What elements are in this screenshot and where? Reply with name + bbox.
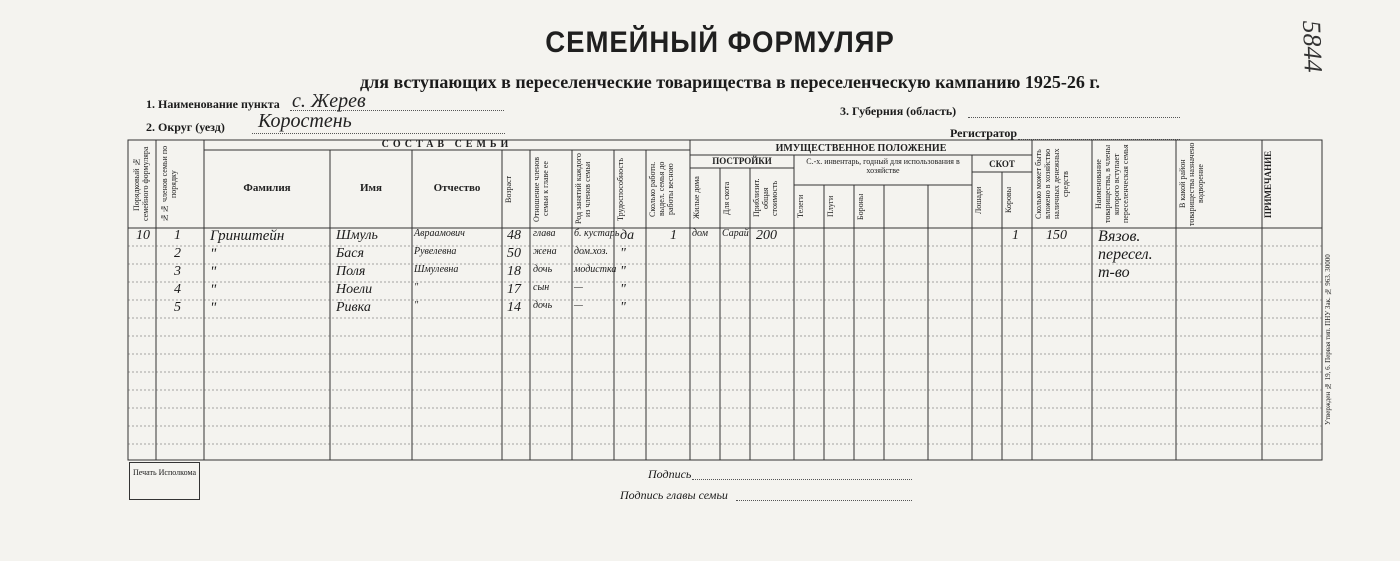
head-signature-line [736,500,912,501]
col-horses: Лошади [974,186,983,214]
row-cell-age: 17 [507,282,521,297]
section-livestock: СКОТ [989,159,1015,169]
col-name: Имя [360,182,382,194]
col-harrows: Бороны [856,193,865,220]
row-cell-patronymic: Шмулевна [414,264,459,275]
row-cell-patronymic: Рувелевна [414,246,457,257]
col-carts: Телеги [796,194,805,219]
row-cell-surname: Гринштейн [210,228,285,244]
col-cows: Коровы [1004,186,1013,214]
province-label: 3. Губерния (область) [840,104,957,118]
row-cell-patronymic: " [414,282,419,293]
row-cell-partnership: пересел. [1098,246,1153,263]
row-cell-age: 50 [507,246,521,261]
row-cell-name: Шмуль [336,228,378,243]
row-cell-partnership: т-во [1098,264,1130,281]
row-cell-ability: " [620,264,626,279]
row-cell-occupation: б. кустарь [574,228,620,239]
row-cell-surname: " [210,264,217,280]
row-cell-age: 48 [507,228,521,243]
row-cell-relation: сын [533,282,550,293]
row-cell-surname: " [210,282,217,298]
row-cell-form-no: 10 [136,228,150,243]
row-cell-patronymic: " [414,300,419,311]
row-cell-workers: 1 [670,228,677,243]
row-cell-occupation: дом.хоз. [574,246,609,257]
col-ploughs: Плуги [826,195,835,218]
row-cell-name: Бася [336,246,364,261]
seal-box: Печать Исполкома [129,462,200,500]
row-cell-member-no: 1 [174,228,181,243]
col-surname: Фамилия [243,182,291,194]
row-cell-house: дом [692,228,709,239]
row-cell-relation: глава [533,228,556,239]
section-inventory: С.-х. инвентарь, годный для использования в хозяйстве [806,157,960,175]
row-cell-occupation: модистка [574,264,617,275]
row-cell-name: Ривка [336,300,371,315]
district-value: Коростень [258,110,352,132]
printer-note: Утвержден № 19, 6. Первая тип. ПНУ Зак. № 963. 30000 [1324,254,1332,426]
row-cell-relation: дочь [533,300,553,311]
section-property: ИМУЩЕСТВЕННОЕ ПОЛОЖЕНИЕ [775,143,947,154]
row-cell-ability: " [620,300,626,315]
signature-line [692,479,912,480]
row-cell-cattle-shed: Сарай [722,228,749,239]
col-approx-value: Приблизит. общая стоимость [752,178,779,218]
archive-number: 5844 [1297,20,1328,73]
row-cell-occupation: — [574,300,583,311]
col-workers: Сколько работн. выдел. семья до работы весною [648,161,675,217]
col-member-no: №№ членов семьи по порядку [160,145,178,223]
col-relation: Отношение членов семьи к главе ее [532,156,550,222]
col-occupation: Род занятий каждого из членов семьи [574,153,592,225]
row-cell-age: 18 [507,264,521,279]
signature-label: Подпись [648,467,692,481]
col-age: Возраст [504,175,513,203]
col-partnership: Наименование товарищества, в члены которого вступает переселенческая семья [1094,144,1130,224]
row-cell-name: Поля [336,264,366,279]
col-ability: Трудоспособность [616,157,625,221]
row-cell-ability: " [620,282,626,297]
col-form-no: Порядковый № семейного формуляра [132,146,150,222]
registrar-label: Регистратор [950,126,1018,140]
section-buildings: ПОСТРОЙКИ [712,156,772,166]
row-cell-name: Ноели [336,282,373,297]
row-cell-member-no: 4 [174,282,181,297]
row-cell-age: 14 [507,300,521,315]
col-cattle-shed: Для скота [722,181,731,215]
row-cell-member-no: 2 [174,246,181,261]
col-patronymic: Отчество [433,182,481,194]
row-cell-cows: 1 [1012,228,1019,243]
section-family: СОСТАВ СЕМЬИ [381,139,513,150]
row-cell-approx-value: 200 [756,228,777,243]
row-cell-member-no: 3 [174,264,181,279]
point-label: 1. Наименование пункта [146,97,280,111]
col-house: Жилые дома [692,176,701,220]
document-title: СЕМЕЙНЫЙ ФОРМУЛЯР [545,26,895,59]
document-subtitle: для вступающих в переселенческие товарищества в переселенческую кампанию 1925-26 г. [360,72,1100,92]
head-signature-label: Подпись главы семьи [620,488,728,502]
row-cell-relation: дочь [533,264,553,275]
row-cell-partnership: Вязов. [1098,228,1141,245]
col-district: В какой район товарищества назначено водворение [1178,142,1205,226]
row-cell-ability: " [620,246,626,261]
row-cell-relation: жена [533,246,557,257]
district-label: 2. Округ (уезд) [146,120,225,134]
col-note: ПРИМЕЧАНИЕ [1263,150,1273,218]
row-cell-ability: да [620,228,635,243]
row-cell-patronymic: Авраамович [414,228,465,239]
point-value: с. Жерев [292,90,366,112]
col-can-pay: Сколько может быть вложено в хозяйство наличных денежных средств [1034,148,1070,220]
row-cell-surname: " [210,300,217,316]
row-cell-occupation: — [574,282,583,293]
row-cell-surname: " [210,246,217,262]
row-cell-member-no: 5 [174,300,181,315]
row-cell-can-pay: 150 [1046,228,1067,243]
